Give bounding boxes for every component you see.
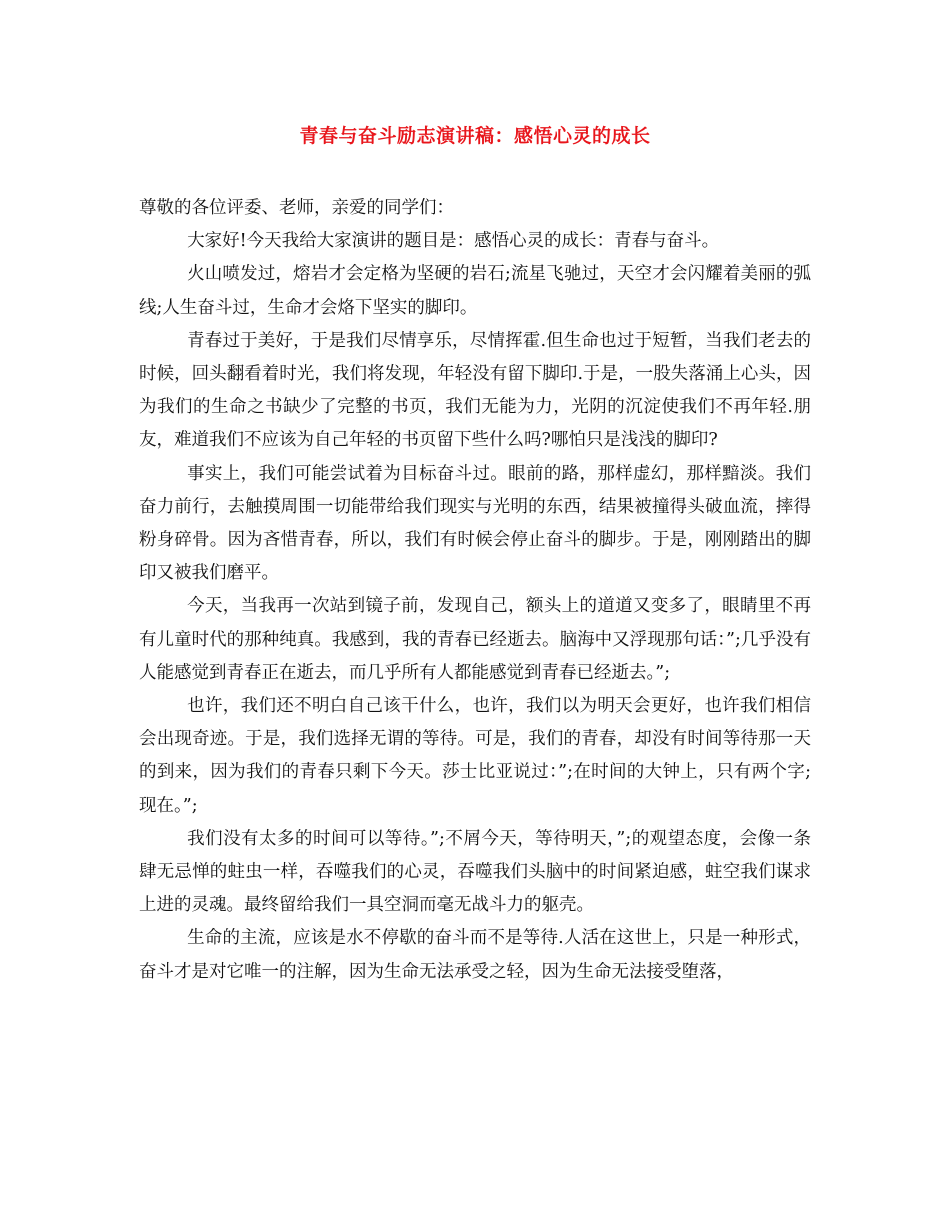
- salutation-paragraph: 尊敬的各位评委、老师，亲爱的同学们：: [139, 198, 454, 218]
- body-paragraph: 大家好!今天我给大家演讲的题目是：感悟心灵的成长：青春与奋斗。: [187, 231, 720, 252]
- document-body: [139, 192, 811, 989]
- body-paragraph: 我们没有太多的时间可以等待。”;不屑今天，等待明天，”;的观望态度，会像一条肆无忌惮的蛀虫一样，吞噬我们的心灵，吞噬我们头脑中的时间紧迫感，蛀空我们谋求上进的灵魂。最终留给我们一具空洞而毫无战斗力的躯壳。: [139, 828, 811, 916]
- body-paragraph: 事实上，我们可能尝试着为目标奋斗过。眼前的路，那样虚幻，那样黯淡。我们奋力前行，去触摸周围一切能带给我们现实与光明的东西，结果被撞得头破血流，摔得粉身碎骨。因为吝惜青春，所以，我们有时候会停止奋斗的脚步。于是，刚刚踏出的脚印又被我们磨平。: [139, 463, 811, 584]
- body-paragraph: 生命的主流，应该是水不停歇的奋斗而不是等待.人活在这世上，只是一种形式，奋斗才是对它唯一的注解，因为生命无法承受之轻，因为生命无法接受堕落，: [139, 928, 811, 982]
- body-paragraph: 火山喷发过，熔岩才会定格为坚硬的岩石;流星飞驰过，天空才会闪耀着美丽的弧线;人生奋斗过，生命才会烙下坚实的脚印。: [139, 264, 811, 318]
- body-paragraph: 也许，我们还不明白自己该干什么，也许，我们以为明天会更好，也许我们相信会出现奇迹。于是，我们选择无谓的等待。可是，我们的青春，却没有时间等待那一天的到来，因为我们的青春只剩下今天。莎士比亚说过：”;在时间的大钟上，只有两个字;现在。”;: [139, 696, 811, 816]
- document-title: 青春与奋斗励志演讲稿：感悟心灵的成长: [299, 125, 651, 147]
- body-paragraph: 今天，当我再一次站到镜子前，发现自己，额头上的道道又变多了，眼睛里不再有儿童时代的那种纯真。我感到，我的青春已经逝去。脑海中又浮现那句话：”;几乎没有人能感觉到青春正在逝去，而几乎所有人都能感觉到青春已经逝去。”;: [139, 596, 811, 683]
- body-paragraph: 青春过于美好，于是我们尽情享乐，尽情挥霍.但生命也过于短暂，当我们老去的时候，回头翻看着时光，我们将发现，年轻没有留下脚印.于是，一股失落涌上心头，因为我们的生命之书缺少了完整的书页，我们无能为力，光阴的沉淀使我们不再年轻.朋友，难道我们不应该为自己年轻的书页留下些什么吗?哪怕只是浅浅的脚印?: [139, 330, 811, 451]
